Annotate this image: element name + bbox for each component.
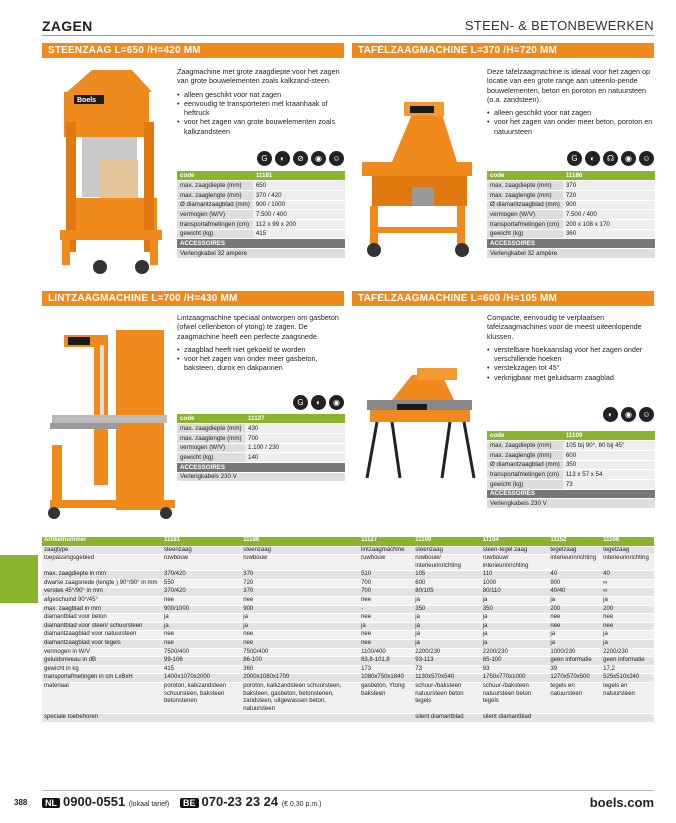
comparison-cell: - — [359, 605, 413, 614]
earmuffs-icon: ☺ — [329, 151, 344, 166]
comparison-cell: 2200/230 — [601, 648, 654, 657]
comparison-row-label: toepassingsgebied — [42, 555, 162, 571]
comparison-cell: steen-tegel zaag — [481, 546, 549, 555]
helmet-icon: ◐ — [603, 407, 618, 422]
comparison-cell: nee — [241, 640, 359, 649]
comparison-row — [42, 546, 654, 555]
comparison-cell: ja — [548, 597, 601, 606]
comparison-cell: 720 — [241, 579, 359, 588]
product-desc-tafelzaag-720 — [487, 67, 655, 136]
comparison-cell: schuur-/baksteen natuursteen beton tegels — [481, 683, 549, 714]
comparison-row-label: dwarse zaagsnede (lengte ) 90°/90° in mm — [42, 579, 162, 588]
bullet: • voor het zagen van onder meer gasbeton, baksteen, durox en dakpannen — [177, 354, 345, 373]
comparison-cell: 510 — [359, 571, 413, 580]
comparison-cell: ruwbouw/ interieurinrichting — [413, 555, 481, 571]
accessories-label: ACCESSOIRES — [177, 239, 345, 249]
comparison-cell: ruwbouw — [162, 555, 241, 571]
comparison-cell: ja — [481, 640, 549, 649]
comparison-row — [42, 683, 654, 714]
bullet: • zaagblad heeft niet gekoeld te worden — [177, 345, 345, 354]
comparison-cell: ja — [601, 631, 654, 640]
phone-note: (€ 0,30 p.m.) — [281, 801, 322, 808]
comparison-row — [42, 665, 654, 674]
comparison-cell: 415 — [162, 665, 241, 674]
spec-value: 7.500 / 400 — [253, 210, 345, 220]
desc-text: Lintzaagmachine speciaal ontworpen om gasbeton (ofwel cellenbeton of ytong) te zagen. De zaagmachine heeft een perfecte zaagsnede. — [177, 313, 339, 341]
comparison-cell: ja — [162, 614, 241, 623]
accessories-value: Verlengkabel 32 ampère — [177, 249, 345, 259]
product-desc-lintzaag — [177, 313, 345, 373]
comparison-cell: 1750x770x1000 — [481, 674, 549, 683]
spec-value: 360 — [563, 229, 655, 239]
spec-key: max. zaaglengte (mm) — [487, 450, 563, 460]
comparison-cell: 1080x750x1840 — [359, 674, 413, 683]
product-bar-steenzaag: STEENZAAG L=650 /H=420 MM — [42, 43, 344, 58]
comparison-cell: ja — [413, 622, 481, 631]
spec-key: gewicht (kg) — [487, 229, 563, 239]
comparison-row — [42, 597, 654, 606]
spec-key: max. zaagdiepte (mm) — [487, 181, 563, 191]
machine-brand-label: Boels — [77, 97, 97, 104]
spec-value: 430 — [245, 424, 345, 434]
comparison-cell: tegels en natuursteen — [548, 683, 601, 714]
code-value: 11109 — [563, 431, 655, 441]
spec-value: 200 x 108 x 170 — [563, 219, 655, 229]
comparison-cell: nee — [548, 614, 601, 623]
comparison-cell — [601, 714, 654, 723]
comparison-cell: nee — [359, 631, 413, 640]
spec-value: 1.100 / 230 — [245, 443, 345, 453]
page-title: ZAGEN — [42, 18, 93, 34]
comparison-cell — [359, 714, 413, 723]
spec-key: gewicht (kg) — [487, 479, 563, 489]
footer-divider — [42, 790, 654, 791]
comparison-cell: 550 — [162, 579, 241, 588]
spec-value: 370 / 420 — [253, 190, 345, 200]
comparison-cell: ∞ — [601, 588, 654, 597]
comparison-cell: 173 — [359, 665, 413, 674]
comparison-cell: 1400x1070x2000 — [162, 674, 241, 683]
comparison-cell: 900 — [241, 605, 359, 614]
comparison-row-label: diamantblad voor beton — [42, 614, 162, 623]
comparison-cell: silent diamantblad — [481, 714, 549, 723]
comparison-cell: ja — [359, 622, 413, 631]
phone-note: (lokaal tarief) — [128, 801, 170, 808]
comparison-row — [42, 674, 654, 683]
spec-value: 650 — [253, 181, 345, 191]
spec-key: max. zaagdiepte (mm) — [177, 424, 245, 434]
comparison-cell: nee — [601, 622, 654, 631]
goggles-icon: ◉ — [329, 395, 344, 410]
comparison-table — [42, 537, 654, 723]
comparison-cell: 1130x570x540 — [413, 674, 481, 683]
comparison-cell: ja — [548, 631, 601, 640]
product-desc-steenzaag — [177, 67, 345, 136]
comparison-cell: interieurinrichting — [601, 555, 654, 571]
comparison-row — [42, 631, 654, 640]
phone-nl — [42, 794, 169, 809]
spec-value: 105 bij 90°, 80 bij 45° — [563, 441, 655, 451]
spec-value: 900 / 1000 — [253, 200, 345, 210]
comparison-cell: ja — [481, 597, 549, 606]
earmuffs-icon: ☺ — [639, 151, 654, 166]
comparison-row — [42, 571, 654, 580]
comparison-cell: nee — [359, 597, 413, 606]
comparison-cell: 370 — [241, 571, 359, 580]
comparison-cell: 900/1000 — [162, 605, 241, 614]
comparison-cell: 73 — [413, 665, 481, 674]
code-value: 11181 — [253, 171, 345, 181]
code-label: code — [487, 431, 563, 441]
comparison-cell: ruwbouw/ interieurinrichting — [481, 555, 549, 571]
spec-value: 700 — [245, 433, 345, 443]
spec-table-tafelzaag-600 — [487, 431, 655, 509]
comparison-cell: ja — [481, 631, 549, 640]
comparison-cell: 11109 — [413, 537, 481, 546]
comparison-cell: nee — [359, 640, 413, 649]
spec-key: gewicht (kg) — [177, 229, 253, 239]
comparison-cell: poroton, kalkzandsteen schuursteen, baksteen, gasbeton, betonstenen, zandsteen, uitgewassen beton, natuursteen — [241, 683, 359, 714]
comparison-cell: 2000x1080x1700 — [241, 674, 359, 683]
comparison-cell: interieurinrichting — [548, 555, 601, 571]
comparison-cell: 86-100 — [241, 657, 359, 666]
gloves-icon: G — [567, 151, 582, 166]
comparison-row-label: gewicht in kg — [42, 665, 162, 674]
spec-value: 900 — [563, 200, 655, 210]
comparison-cell: nee — [162, 640, 241, 649]
accessories-label: ACCESSOIRES — [487, 489, 655, 499]
comparison-cell: 1100/400 — [359, 648, 413, 657]
comparison-cell: 525x510x240 — [601, 674, 654, 683]
spec-key: max. zaaglengte (mm) — [177, 433, 245, 443]
bullet: • verstelbare hoekaanslag voor het zagen onder verschillende hoeken — [487, 345, 655, 364]
comparison-cell: 7500/400 — [162, 648, 241, 657]
comparison-cell: 11104 — [481, 537, 549, 546]
comparison-cell: ruwbouw — [359, 555, 413, 571]
comparison-cell: 17,2 — [601, 665, 654, 674]
comparison-cell: 2200/230 — [481, 648, 549, 657]
accessories-value: Verlengkabels 230 V — [487, 499, 655, 509]
side-tab — [0, 555, 38, 603]
comparison-cell: poroton, kalkzandsteen schuursteen, baksteen betonstenen — [162, 683, 241, 714]
comparison-cell: 11152 — [548, 537, 601, 546]
comparison-row-label: diamantzaagblad voor tegels — [42, 640, 162, 649]
comparison-cell: 83,8-101,8 — [359, 657, 413, 666]
comparison-cell: 40 — [548, 571, 601, 580]
comparison-cell: steenzaag — [413, 546, 481, 555]
comparison-cell: 110 — [481, 571, 549, 580]
spec-key: max. zaaglengte (mm) — [487, 190, 563, 200]
comparison-cell: 2200/230 — [413, 648, 481, 657]
comparison-cell: 370/420 — [162, 588, 241, 597]
comparison-cell: ja — [413, 631, 481, 640]
comparison-cell: 85-100 — [481, 657, 549, 666]
spec-key: max. zaagdiepte (mm) — [177, 181, 253, 191]
bullet: • voor het zagen van grote bouwelementen zoals kalkzandsteen — [177, 117, 345, 136]
comparison-cell: tegels en natuursteen — [601, 683, 654, 714]
comparison-cell: 360 — [241, 665, 359, 674]
spec-value: 113 x 57 x 54 — [563, 470, 655, 480]
comparison-row-label: diamantblad voor steen/ schuursteen — [42, 622, 162, 631]
spec-value: 370 — [563, 181, 655, 191]
goggles-icon: ◉ — [311, 151, 326, 166]
comparison-row-label: vermogen in W/V — [42, 648, 162, 657]
bullet: • verkrijgbaar met geluidsarm zaagblad — [487, 373, 655, 382]
comparison-row-label: afgeschuind 90°/45° — [42, 597, 162, 606]
gloves-icon: G — [257, 151, 272, 166]
safety-icons-tafelzaag-600 — [594, 407, 654, 422]
spec-value: 140 — [245, 453, 345, 463]
spec-table-tafelzaag-720 — [487, 171, 655, 259]
comparison-cell: steenzaag — [162, 546, 241, 555]
comparison-cell: 99-106 — [162, 657, 241, 666]
comparison-cell: silent diamantblad — [413, 714, 481, 723]
spec-value: 415 — [253, 229, 345, 239]
comparison-cell: 40 — [601, 571, 654, 580]
spec-table-steenzaag — [177, 171, 345, 259]
desc-text: Zaagmachine met grote zaagdiepte voor het zagen van grote bouwelementen zoals kalkzand-steen. — [177, 67, 340, 86]
comparison-cell: schuur-/baksteen natuursteen beton tegels — [413, 683, 481, 714]
phone-be — [180, 794, 321, 809]
comparison-row — [42, 579, 654, 588]
product-image-lintzaag — [42, 315, 177, 523]
comparison-header-row — [42, 537, 654, 546]
spec-value: 350 — [563, 460, 655, 470]
code-label: code — [487, 171, 563, 181]
comparison-row — [42, 614, 654, 623]
comparison-cell: 80/105 — [413, 588, 481, 597]
spec-table-lintzaag — [177, 414, 345, 482]
code-label: code — [177, 171, 253, 181]
spec-key: gewicht (kg) — [177, 453, 245, 463]
comparison-cell: ja — [241, 614, 359, 623]
comparison-cell: 200 — [548, 605, 601, 614]
page-number: 388 — [14, 798, 28, 807]
comparison-cell: nee — [359, 614, 413, 623]
accessories-value: Verlengkabels 230 V — [177, 472, 345, 482]
comparison-cell: tegelzaag — [548, 546, 601, 555]
comparison-cell: 7500/400 — [241, 648, 359, 657]
spec-key: Ø diamantzaagblad (mm) — [487, 200, 563, 210]
comparison-cell: 900 — [548, 579, 601, 588]
comparison-cell: ja — [413, 614, 481, 623]
comparison-cell: ja — [548, 640, 601, 649]
comparison-cell: 600 — [413, 579, 481, 588]
spec-key: max. zaagdiepte (mm) — [487, 441, 563, 451]
spec-value: 720 — [563, 190, 655, 200]
comparison-cell: 93 — [481, 665, 549, 674]
comparison-cell: 11181 — [162, 537, 241, 546]
comparison-cell — [548, 714, 601, 723]
comparison-row — [42, 555, 654, 571]
helmet-icon: ◐ — [585, 151, 600, 166]
spec-key: transportafmetingen (cm) — [487, 219, 563, 229]
comparison-cell: 93-113 — [413, 657, 481, 666]
bullet: • alleen geschikt voor nat zagen — [177, 90, 345, 99]
product-bar-tafelzaag-720: TAFELZAAGMACHINE L=370 /H=720 MM — [352, 43, 654, 58]
comparison-row-label: max. zaagblad in mm — [42, 605, 162, 614]
comparison-row-label: materiaal — [42, 683, 162, 714]
comparison-row — [42, 714, 654, 723]
accessories-value: Verlengkabel 32 ampère — [487, 249, 655, 259]
comparison-cell: geen informatie — [601, 657, 654, 666]
desc-text: Deze tafelzaagmachine is ideaal voor het zagen op locatie van een grote range aan uiteenlo-pende bouwelementen, beton en poroton en natuursteen (o.a. zandsteen). — [487, 67, 651, 104]
comparison-cell: nee — [241, 631, 359, 640]
phone-number: 070-23 23 24 — [201, 794, 279, 809]
comparison-row — [42, 657, 654, 666]
comparison-cell: lintzaagmachine — [359, 546, 413, 555]
comparison-cell: nee — [162, 597, 241, 606]
website-link[interactable]: boels.com — [589, 795, 654, 810]
comparison-row-label: diamantzaagblad voor natuursteen — [42, 631, 162, 640]
comparison-cell: nee — [162, 631, 241, 640]
comparison-cell: 700 — [359, 579, 413, 588]
helmet-icon: ◐ — [275, 151, 290, 166]
comparison-cell: ruwbouw — [241, 555, 359, 571]
spec-value: 112 x 99 x 200 — [253, 219, 345, 229]
spec-key: transportafmetingen (cm) — [177, 219, 253, 229]
boots-icon: ⊘ — [293, 151, 308, 166]
comparison-cell: geen informatie — [548, 657, 601, 666]
comparison-cell: nee — [241, 597, 359, 606]
product-desc-tafelzaag-600 — [487, 313, 655, 382]
comparison-cell: 40/40 — [548, 588, 601, 597]
spec-value: 7.500 / 400 — [563, 210, 655, 220]
comparison-row-label: geluidsniveau in dB — [42, 657, 162, 666]
spec-key: vermogen (W/V) — [177, 210, 253, 220]
safety-icons-lintzaag — [264, 395, 344, 410]
comparison-cell: ja — [481, 622, 549, 631]
spec-key: transportafmetingen (cm) — [487, 470, 563, 480]
country-badge-be: BE — [180, 798, 199, 808]
comparison-cell: ja — [601, 640, 654, 649]
comparison-cell: 350 — [481, 605, 549, 614]
comparison-cell: nee — [548, 622, 601, 631]
comparison-cell: 370 — [241, 588, 359, 597]
comparison-row-label: max. zaagdiepte in mm — [42, 571, 162, 580]
comparison-cell: 39 — [548, 665, 601, 674]
bullet: • alleen geschikt voor nat zagen — [487, 108, 655, 117]
bullet: • voor het zagen van onder meer beton, poroton en natuursteen — [487, 117, 655, 136]
country-badge-nl: NL — [42, 798, 60, 808]
safety-icons-tafelzaag-720 — [544, 151, 654, 166]
comparison-cell — [241, 714, 359, 723]
product-bar-lintzaag: LINTZAAGMACHINE L=700 /H=430 MM — [42, 291, 344, 306]
comparison-cell: ja — [601, 597, 654, 606]
code-value: 11127 — [245, 414, 345, 424]
gloves-icon: G — [293, 395, 308, 410]
safety-icons-steenzaag — [234, 151, 344, 166]
accessories-label: ACCESSOIRES — [487, 239, 655, 249]
code-value: 11186 — [563, 171, 655, 181]
comparison-row — [42, 622, 654, 631]
helmet-icon: ◐ — [311, 395, 326, 410]
spec-key: vermogen (W/V) — [487, 210, 563, 220]
accessories-label: ACCESSOIRES — [177, 462, 345, 472]
comparison-cell: 1000/230 — [548, 648, 601, 657]
product-image-steenzaag — [52, 62, 170, 277]
comparison-cell: ja — [162, 622, 241, 631]
code-label: code — [177, 414, 245, 424]
comparison-row-label: Artikelnummer — [42, 537, 162, 546]
comparison-cell: 200 — [601, 605, 654, 614]
comparison-cell: 1000 — [481, 579, 549, 588]
product-bar-tafelzaag-600: TAFELZAAGMACHINE L=600 /H=105 MM — [352, 291, 654, 306]
comparison-cell: tegelzaag — [601, 546, 654, 555]
comparison-cell: gasbeton, Ytong baksteen — [359, 683, 413, 714]
spec-value: 600 — [563, 450, 655, 460]
spec-key: Ø diamantzaagblad (mm) — [177, 200, 253, 210]
comparison-row-label: speciale toebehoren — [42, 714, 162, 723]
comparison-cell: 105 — [413, 571, 481, 580]
comparison-cell: 11127 — [359, 537, 413, 546]
comparison-row-label: verstek 45°/90° in mm — [42, 588, 162, 597]
comparison-cell: ∞ — [601, 579, 654, 588]
comparison-cell: ja — [413, 597, 481, 606]
comparison-cell: 700 — [359, 588, 413, 597]
comparison-cell: ja — [241, 622, 359, 631]
comparison-cell: 370/420 — [162, 571, 241, 580]
comparison-cell: nee — [601, 614, 654, 623]
comparison-row-label: transportafmetingen in cm LxBxH — [42, 674, 162, 683]
comparison-row-label: zaagtype — [42, 546, 162, 555]
comparison-cell: 11186 — [241, 537, 359, 546]
comparison-cell: 350 — [413, 605, 481, 614]
spec-key: max. zaaglengte (mm) — [177, 190, 253, 200]
mask-icon: ☊ — [603, 151, 618, 166]
comparison-cell: 11106 — [601, 537, 654, 546]
goggles-icon: ◉ — [621, 151, 636, 166]
comparison-cell: ja — [481, 614, 549, 623]
spec-value: 73 — [563, 479, 655, 489]
spec-key: vermogen (W/V) — [177, 443, 245, 453]
earmuffs-icon: ☺ — [639, 407, 654, 422]
goggles-icon: ◉ — [621, 407, 636, 422]
comparison-row — [42, 588, 654, 597]
spec-key: Ø diamantzaagblad (mm) — [487, 460, 563, 470]
product-image-tafelzaag-720 — [352, 62, 480, 262]
product-image-tafelzaag-600 — [362, 360, 477, 480]
comparison-row — [42, 648, 654, 657]
page-subtitle: STEEN- & BETONBEWERKEN — [464, 18, 654, 33]
desc-text: Compacte, eenvoudig te verplaatsen tafelzaagmachines voor de meest uiteenlopende klussen. — [487, 313, 642, 341]
comparison-row — [42, 640, 654, 649]
comparison-cell — [162, 714, 241, 723]
comparison-cell: 1270x570x500 — [548, 674, 601, 683]
comparison-cell: steenzaag — [241, 546, 359, 555]
comparison-cell: 80/110 — [481, 588, 549, 597]
header-divider — [42, 35, 654, 36]
bullet: • verstekzagen tot 45° — [487, 363, 655, 372]
comparison-cell: ja — [413, 640, 481, 649]
bullet: • eenvoudig te transporteren met kraanhaak of heftruck — [177, 99, 345, 118]
phone-number: 0900-0551 — [63, 794, 126, 809]
comparison-row — [42, 605, 654, 614]
